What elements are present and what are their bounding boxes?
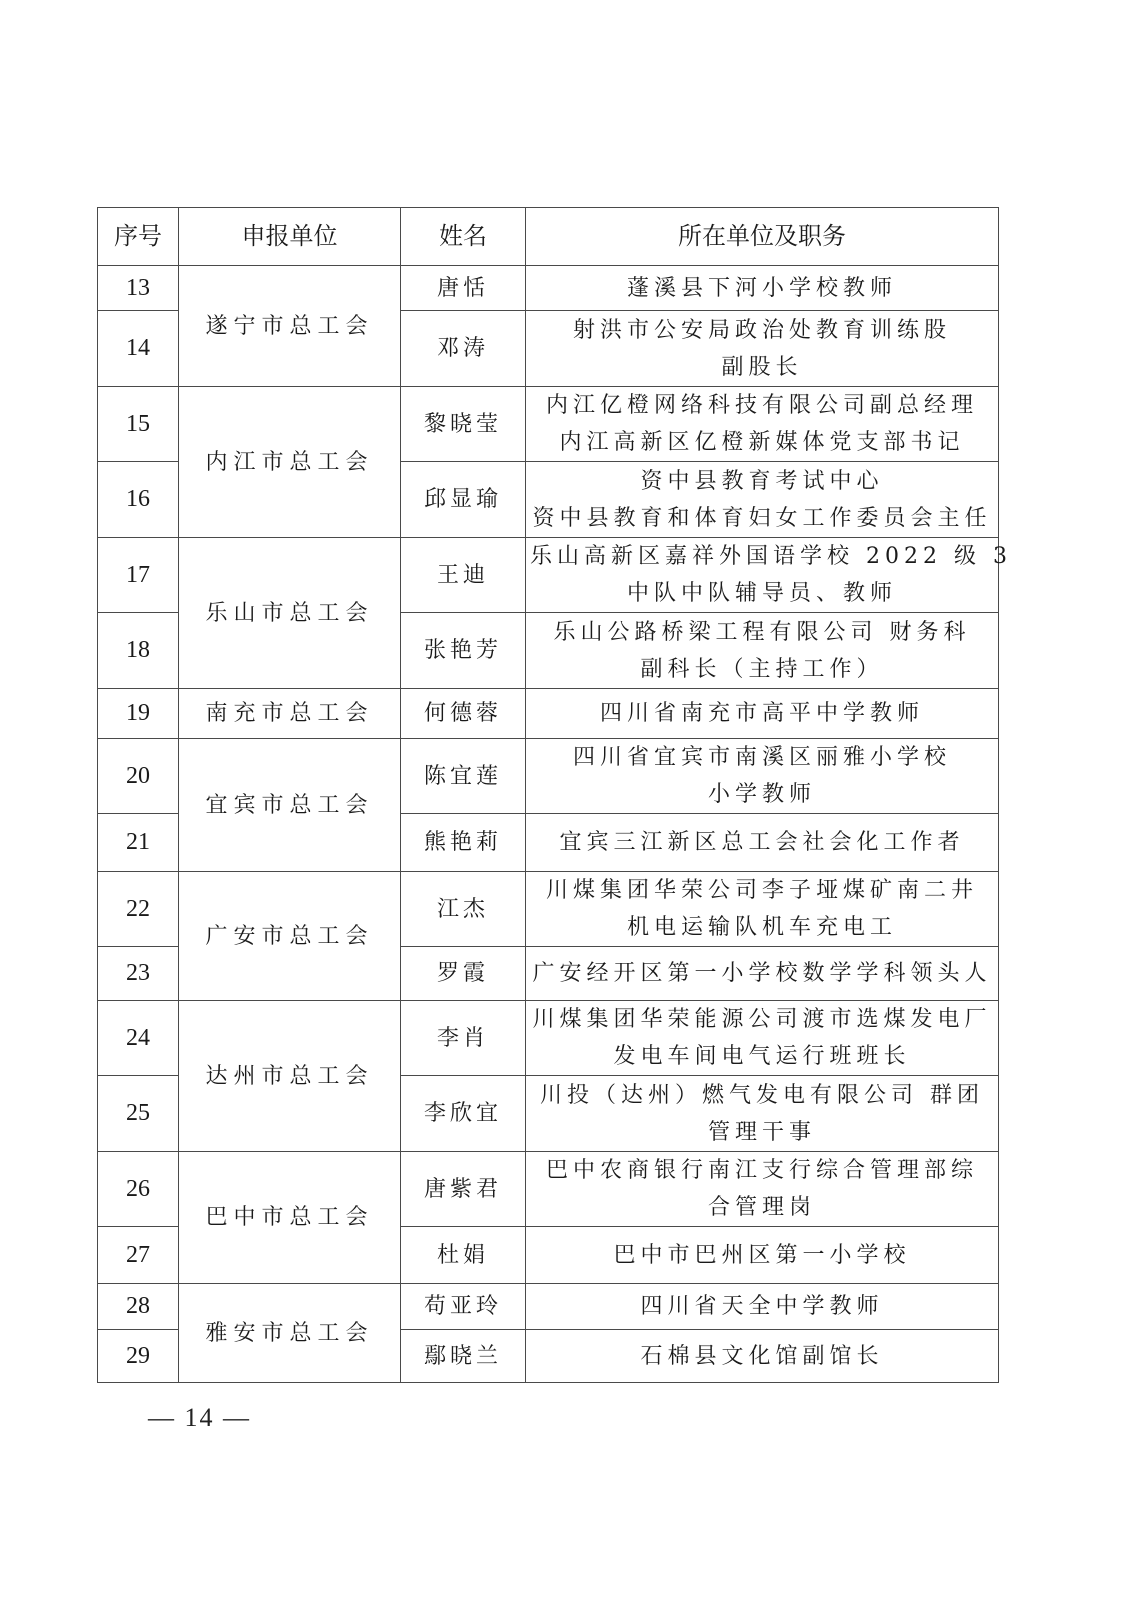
person-name-cell: 罗霞 <box>401 947 526 1001</box>
position-text-line: 乐山高新区嘉祥外国语学校 2022 级 3 <box>530 544 1012 569</box>
table-row <box>98 739 999 814</box>
serial-number-cell: 17 <box>98 538 179 613</box>
person-name-cell: 张艳芳 <box>401 613 526 689</box>
position-text-line: 合管理岗 <box>707 1195 816 1220</box>
unit-position-cell <box>526 1284 999 1330</box>
unit-position-cell <box>526 689 999 739</box>
serial-number-cell: 27 <box>98 1227 179 1284</box>
unit-position-cell <box>526 1076 999 1152</box>
person-name-cell: 唐恬 <box>401 266 526 311</box>
table-body <box>98 266 1012 1383</box>
position-text-line: 广安经开区第一小学校数学学科领头人 <box>532 961 992 986</box>
page-number: — 14 — <box>148 1403 251 1432</box>
table-row <box>98 1001 999 1076</box>
header-unit-and-position: 所在单位及职务 <box>526 208 999 266</box>
unit-position-cell <box>526 387 999 462</box>
awardee-table <box>97 207 1012 1383</box>
person-name-cell: 熊艳莉 <box>401 814 526 872</box>
unit-position-cell <box>526 1330 999 1383</box>
position-text-line: 川投（达州）燃气发电有限公司 群团 <box>540 1082 984 1108</box>
position-text-line: 巴中农商银行南江支行综合管理部综 <box>545 1158 978 1183</box>
unit-position-cell <box>526 814 999 872</box>
position-text-line: 川煤集团华荣公司李子垭煤矿南二井 <box>545 878 978 903</box>
applying-unit-cell: 宜宾市总工会 <box>179 739 401 872</box>
person-name-cell: 鄢晓兰 <box>401 1330 526 1383</box>
serial-number-cell: 28 <box>98 1284 179 1330</box>
serial-number-cell: 19 <box>98 689 179 739</box>
position-text-line: 副科长（主持工作） <box>640 656 884 682</box>
position-text-line: 副股长 <box>721 354 803 380</box>
unit-position-cell <box>526 613 999 689</box>
person-name-cell: 李肖 <box>401 1001 526 1076</box>
applying-unit-cell: 巴中市总工会 <box>179 1152 401 1284</box>
unit-position-cell <box>526 462 999 538</box>
position-text-line: 资中县教育考试中心 <box>640 468 884 494</box>
position-text-line: 中队中队辅导员、教师 <box>626 581 897 606</box>
applying-unit-cell: 雅安市总工会 <box>179 1284 401 1383</box>
position-text-line: 四川省天全中学教师 <box>640 1294 884 1319</box>
position-text-line: 宜宾三江新区总工会社会化工作者 <box>559 830 965 855</box>
position-text-line: 小学教师 <box>707 782 816 807</box>
unit-position-cell <box>526 1152 999 1227</box>
unit-position-cell <box>526 1227 999 1284</box>
unit-position-cell <box>526 538 1012 613</box>
position-text-line: 机电运输队机车充电工 <box>626 915 897 940</box>
serial-number-cell: 23 <box>98 947 179 1001</box>
serial-number-cell: 14 <box>98 311 179 387</box>
position-text-line: 蓬溪县下河小学校教师 <box>626 275 897 301</box>
table-row <box>98 1284 999 1330</box>
position-text-line: 内江高新区亿橙新媒体党支部书记 <box>559 430 965 455</box>
applying-unit-cell: 遂宁市总工会 <box>179 266 401 387</box>
serial-number-cell: 25 <box>98 1076 179 1152</box>
person-name-cell: 陈宜莲 <box>401 739 526 814</box>
position-text-line: 射洪市公安局政治处教育训练股 <box>572 317 951 343</box>
position-text-line: 石棉县文化馆副馆长 <box>640 1343 884 1369</box>
table-row <box>98 689 999 739</box>
position-text-line: 四川省宜宾市南溪区丽雅小学校 <box>572 745 951 770</box>
header-serial-number: 序号 <box>98 208 179 266</box>
applying-unit-cell: 广安市总工会 <box>179 872 401 1001</box>
serial-number-cell: 13 <box>98 266 179 311</box>
table-header-row <box>98 208 999 266</box>
position-text-line: 巴中市巴州区第一小学校 <box>613 1242 911 1268</box>
serial-number-cell: 26 <box>98 1152 179 1227</box>
serial-number-cell: 20 <box>98 739 179 814</box>
serial-number-cell: 22 <box>98 872 179 947</box>
unit-position-cell <box>526 947 999 1001</box>
serial-number-cell: 29 <box>98 1330 179 1383</box>
header-name: 姓名 <box>401 208 526 266</box>
serial-number-cell: 18 <box>98 613 179 689</box>
position-text-line: 发电车间电气运行班班长 <box>613 1044 911 1069</box>
applying-unit-cell: 乐山市总工会 <box>179 538 401 689</box>
person-name-cell: 邱显瑜 <box>401 462 526 538</box>
position-text-line: 内江亿橙网络科技有限公司副总经理 <box>545 393 978 418</box>
person-name-cell: 黎晓莹 <box>401 387 526 462</box>
position-text-line: 管理干事 <box>707 1119 816 1145</box>
table-row <box>98 538 999 613</box>
applying-unit-cell: 达州市总工会 <box>179 1001 401 1152</box>
applying-unit-cell: 南充市总工会 <box>179 689 401 739</box>
person-name-cell: 江杰 <box>401 872 526 947</box>
unit-position-cell <box>526 872 999 947</box>
person-name-cell: 邓涛 <box>401 311 526 387</box>
serial-number-cell: 21 <box>98 814 179 872</box>
person-name-cell: 唐紫君 <box>401 1152 526 1227</box>
table-row <box>98 1152 999 1227</box>
person-name-cell: 王迪 <box>401 538 526 613</box>
position-text-line: 川煤集团华荣能源公司渡市选煤发电厂 <box>532 1007 992 1032</box>
table-row <box>98 266 999 311</box>
position-text-line: 四川省南充市高平中学教师 <box>599 701 924 726</box>
position-text-line: 资中县教育和体育妇女工作委员会主任 <box>532 505 992 531</box>
person-name-cell: 何德蓉 <box>401 689 526 739</box>
serial-number-cell: 15 <box>98 387 179 462</box>
unit-position-cell <box>526 266 999 311</box>
unit-position-cell <box>526 311 999 387</box>
unit-position-cell <box>526 739 999 814</box>
serial-number-cell: 16 <box>98 462 179 538</box>
table-row <box>98 872 999 947</box>
table-row <box>98 387 999 462</box>
header-applying-unit: 申报单位 <box>179 208 401 266</box>
person-name-cell: 苟亚玲 <box>401 1284 526 1330</box>
unit-position-cell <box>526 1001 999 1076</box>
applying-unit-cell: 内江市总工会 <box>179 387 401 538</box>
person-name-cell: 杜娟 <box>401 1227 526 1284</box>
person-name-cell: 李欣宜 <box>401 1076 526 1152</box>
position-text-line: 乐山公路桥梁工程有限公司 财务科 <box>553 619 971 645</box>
serial-number-cell: 24 <box>98 1001 179 1076</box>
